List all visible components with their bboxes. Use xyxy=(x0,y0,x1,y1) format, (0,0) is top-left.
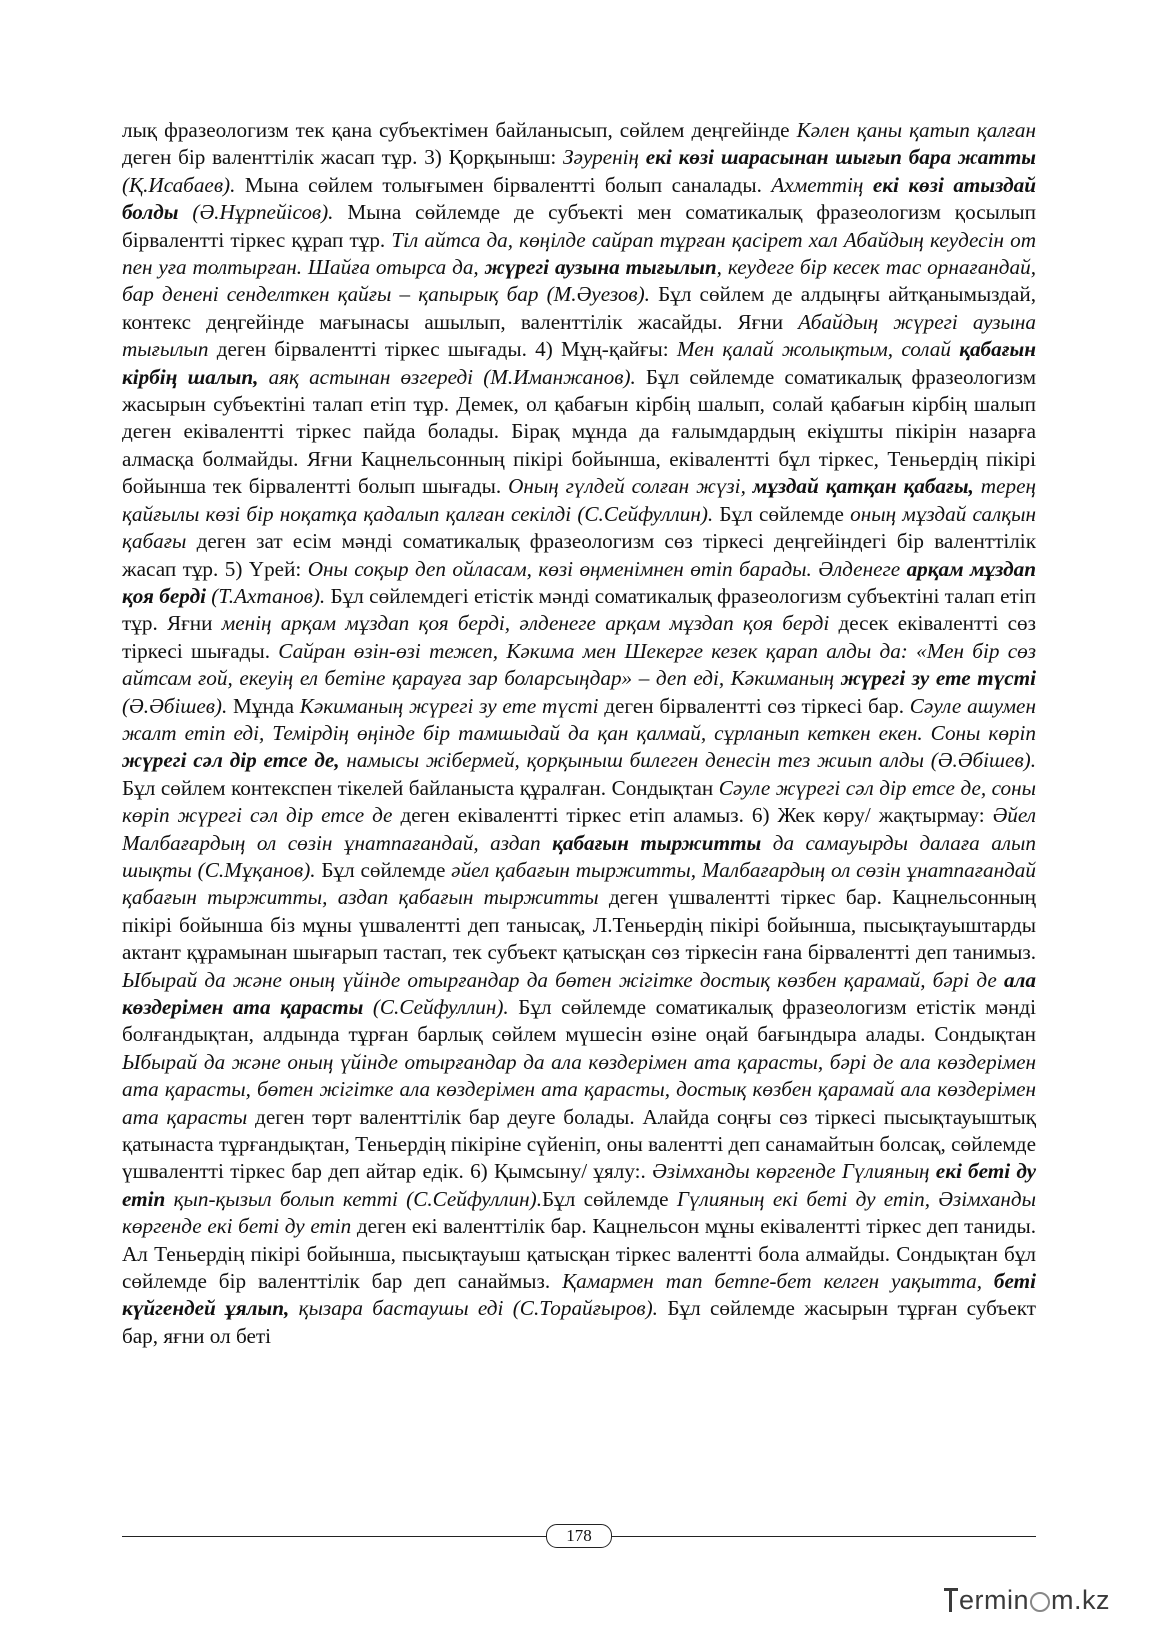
text-run: Ахметтің xyxy=(771,172,873,197)
text-run: деген зат есім мәнді соматикалық фразеологизм сөз тіркесі деңгейіндегі бір валенттілік жасап тұр. 5) Үрей: xyxy=(122,529,1036,581)
text-run: Мына сөйлем толығымен бірвалентті болып саналады. xyxy=(235,172,772,197)
text-run: мұздай қатқан қабағы, xyxy=(752,474,974,499)
text-run: Оның гүлдей солған жүзі, xyxy=(508,474,753,499)
text-run: ала көздерімен ата қарасты xyxy=(122,967,1036,1019)
text-run: Сәуле ашумен жалт етіп еді, Темірдің өңінде бір тамшыдай да қан қалмай, сұрланып кеткен екен. Соны көріп xyxy=(122,693,1036,745)
circle-icon xyxy=(1030,1592,1050,1612)
text-run: Кәкиманың жүрегі зу ете түсті xyxy=(299,693,599,718)
text-run: (Т.Ахтанов). xyxy=(205,583,326,608)
text-run: жүрегі сәл дір етсе де, xyxy=(122,748,340,773)
text-run: Сәуле жүрегі сәл дір етсе де, соны көріп жүрегі сәл дір етсе де xyxy=(122,775,1036,828)
text-run: қызара бастаушы еді (С.Торайғыров). xyxy=(289,1296,658,1321)
text-run: қабағын кірбің шалып, xyxy=(122,337,1036,389)
watermark-logo xyxy=(944,1580,1110,1620)
text-run: Бұл сөйлем де алдыңғы айтқанымыздай, контекс деңгейінде мағынасы ашылып, валенттілік жасайды. Яғни xyxy=(122,282,1036,334)
text-run: екі беті ду етіп xyxy=(122,1159,1036,1211)
text-run: жүрегі аузына тығылып xyxy=(484,255,717,280)
text-run: менің арқам мұздап қоя берді, әлденеге арқам мұздап қоя берді xyxy=(221,611,830,636)
text-run: Гүлияның екі беті ду етіп, Әзімханды көргенде екі беті ду етіп xyxy=(122,1186,1036,1239)
text-run: (Қ.Исабаев). xyxy=(122,172,236,197)
text-run: деген бірвалентті сөз тіркесі бар. xyxy=(598,693,910,718)
text-run: деген екі валенттілік бар. Кацнельсон мұны еківалентті тіркес деп таниды. Ал Теньердің пікірі бойынша, пысықтауыш қатысқан тіркес валентті бола алмайды. Сондықтан бұл сөйлемде бір валенттілік бар деп санаймыз. xyxy=(122,1214,1037,1294)
text-run: Бұл сөйлемде xyxy=(713,501,851,526)
text-run: Абайдың жүрегі аузына тығылып xyxy=(122,309,1036,362)
text-run: Бұл сөйлемдегі етістік мәнді соматикалық фразеологизм субъектіні талап етіп тұр. Яғни xyxy=(122,583,1036,636)
text-run: Зәуренің xyxy=(563,145,646,170)
text-run: Кәлен қаны қатып қалған xyxy=(796,118,1036,142)
text-run: лық фразеологизм тек қана субъектімен байланысып, сөйлем деңгейінде xyxy=(122,118,797,142)
text-run: Бұл сөйлемде xyxy=(542,1186,677,1211)
text-run: Әйел Малбағардың ол сөзін ұнатпағандай, аздап xyxy=(122,803,1036,855)
text-run: Мен қалай жолықтым, солай xyxy=(676,337,960,362)
text-run: Ыбырай да және оның үйінде отырғандар да бөтен жігітке достық көзбен қарамай, бәрі де xyxy=(122,967,1004,992)
text-run: Оны соқыр деп ойласам, көзі өңменімнен өтіп барады. Әлденеге xyxy=(307,556,907,581)
text-run: Қамармен тап бетпе-бет келген уақытта, xyxy=(562,1269,994,1294)
text-run: деген үшвалентті тіркес бар. Кацнельсонның пікірі бойынша біз мұны үшвалентті деп танысақ, Л.Теньердің пікірі бойынша, пысықтауыштарды актант құрамынан шығарып тастап, тек субъект қатысқан сөз тіркесін ғана бірвалентті деп танимыз. xyxy=(122,885,1036,965)
text-run: қабағын тыржитты xyxy=(552,830,762,855)
text-run: екі көзі шарасынан шығып бара жатты xyxy=(645,145,1036,170)
text-run: деген төрт валенттілік бар деуге болады. Алайда соңғы сөз тіркесі пысықтауыштық қатынаста тұрғандықтан, Теньердің пікіріне сүйеніп, оны валентті деп санамайтын болсақ, сөйлемде үшвалентті тіркес бар деп айтар едік. 6) Қымсыну/ ұялу:. xyxy=(122,1104,1036,1184)
text-run: деген бірвалентті тіркес шығады. 4) Мұң-қайғы: xyxy=(208,337,677,362)
watermark-text-2: m.kz xyxy=(1051,1584,1111,1615)
text-run: (С.Сейфуллин). xyxy=(363,995,509,1019)
text-run: оның мұздай салқын қабағы xyxy=(122,501,1036,554)
text-run: Мұнда xyxy=(227,693,300,718)
text-run: десек еківалентті сөз тіркесі шығады. xyxy=(122,611,1036,663)
watermark-text-1: ermin xyxy=(959,1584,1030,1615)
text-run: Әзімханды көргенде Гүлияның xyxy=(652,1159,936,1184)
text-run: Тіл айтса да, көңілде сайрап тұрған қасірет хал Абайдың кеудесін от пен уға толтырған. Шайға отырса да, xyxy=(122,227,1037,280)
text-run: деген бір валенттілік жасап тұр. 3) Қорқыныш: xyxy=(122,145,564,170)
text-run: Сайран өзін-өзі тежеп, Кәкима мен Шекерге кезек қарап алды да: «Мен бір сөз айтсам ғой, екеуің ел бетіне қарауға зар боларсыңдар» – деп еді, Кәкиманың xyxy=(122,638,1037,691)
text-run: Бұл сөйлемде соматикалық фразеологизм етістік мәнді болғандықтан, алдында тұрған барлық сөйлем мүшесін өзіне оңай бағындыра алады. Сондықтан xyxy=(122,995,1036,1047)
t-letter-icon xyxy=(944,1586,958,1614)
page-number: 178 xyxy=(546,1524,612,1548)
text-run: терең қайғылы көзі бір ноқатқа қадалып қалған секілді (С.Сейфуллин). xyxy=(122,474,1036,526)
text-run: әйел қабағын тыржитты, Малбағардың ол сөзін ұнатпағандай қабағын тыржитты, аздап қабағын тыржитты xyxy=(122,857,1036,910)
text-run: Ыбырай да және оның үйінде отырғандар да ала көздерімен ата қарасты, бәрі де ала көздерімен ата қарасты, бөтен жігітке ала көздерімен ата қарасты, достық көзбен қарамай ала көздерімен ата қарасты xyxy=(122,1049,1036,1129)
text-run: намысы жібермей, қорқыныш билеген денесін тез жиып алды (Ә.Әбішев). xyxy=(339,748,1036,773)
text-run: , кеудеге бір кесек тас орнағандай, бар денені сенделткен қайғы – қапырық бар (М.Әуезов). xyxy=(122,255,1036,307)
text-run: екі көзі атыздай болды xyxy=(122,172,1036,225)
text-run: Бұл сөйлемде соматикалық фразеологизм жасырын субъектіні талап етіп тұр. Демек, ол қабағын кірбің шалып, солай қабағын кірбің шалып деген еківалентті тіркес пайда болады. Бірақ мұнда да ғалымдардың екіұшты пікірін назарға алмасқа болмайды. Яғни Кацнельсонның пікірі бойынша, еківалентті бұл тіркес, Теньердің пікірі бойынша тек бірвалентті болып шығады. xyxy=(122,364,1036,499)
text-run: Мына сөйлемде де субъекті мен соматикалық фразеологизм қосылып бірвалентті тіркес құрап тұр. xyxy=(122,200,1036,252)
text-run: аяқ астынан өзгереді (М.Иманжанов). xyxy=(258,364,636,389)
body-paragraph xyxy=(122,117,1036,1350)
text-run: Бұл сөйлем контекспен тікелей байланыста құралған. Сондықтан xyxy=(122,775,719,800)
text-run: жүрегі зу ете түсті xyxy=(840,666,1037,691)
text-run: деген еківалентті тіркес етіп аламыз. 6) Жек көру/ жақтырмау: xyxy=(392,803,993,828)
text-run: да самауырды далаға алып шықты (С.Мұқанов). xyxy=(122,830,1036,882)
text-run: беті күйгендей ұялып, xyxy=(122,1269,1036,1321)
text-run: арқам мұздап қоя берді xyxy=(122,556,1036,608)
text-run: (Ә.Нұрпейісов). xyxy=(178,200,334,225)
text-run: (Ә.Әбішев). xyxy=(122,693,228,718)
text-run: Бұл сөйлемде жасырын тұрған субъект бар, яғни ол беті xyxy=(122,1296,1036,1348)
text-run: қып-қызыл болып кетті (С.Сейфуллин). xyxy=(165,1186,543,1211)
text-run: Бұл сөйлемде xyxy=(315,857,452,882)
